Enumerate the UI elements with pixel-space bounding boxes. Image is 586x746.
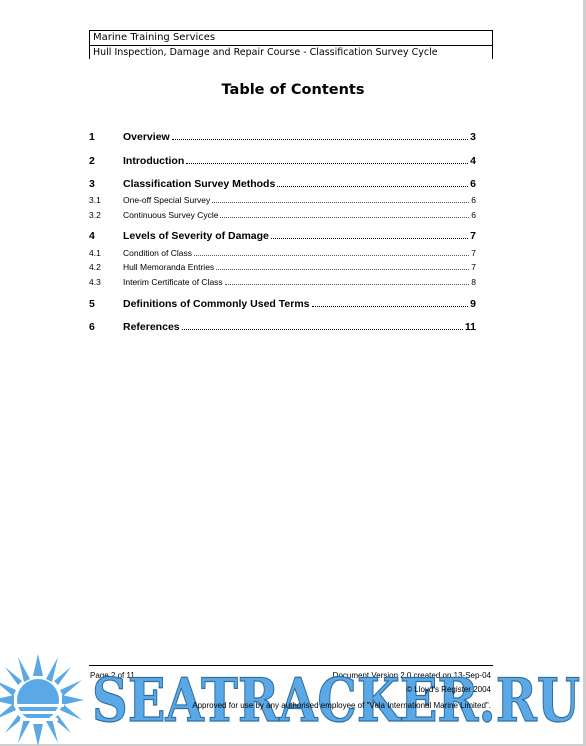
toc-entry-3[interactable] — [89, 178, 476, 190]
toc-entry-number: 3 — [89, 178, 95, 190]
toc-leader-dots — [220, 217, 469, 218]
toc-entry-label: Condition of Class — [123, 248, 192, 258]
toc-entry-page: 11 — [464, 321, 476, 333]
toc-entry-1[interactable] — [89, 131, 476, 143]
toc-entry-number: 3.2 — [89, 210, 101, 220]
toc-leader-dots — [212, 202, 469, 203]
toc-leader-dots — [182, 329, 463, 330]
toc-entry-label: References — [123, 321, 180, 333]
toc-entry-number: 2 — [89, 155, 95, 167]
footer-copyright: © Lloyd's Register 2004 — [406, 685, 491, 694]
toc-entry-label: Classification Survey Methods — [123, 178, 276, 190]
toc-entry-label: Levels of Severity of Damage — [123, 230, 269, 242]
toc-entry-number: 4.1 — [89, 248, 101, 258]
page-header — [89, 30, 493, 59]
toc-entry-number: 4.3 — [89, 277, 101, 287]
footer-approval: Approved for use by any authorised employee of "Vela International Marine Limited". — [192, 701, 491, 710]
sun-icon — [0, 654, 92, 746]
header-course-title: Hull Inspection, Damage and Repair Course - Classification Survey Cycle — [93, 47, 438, 58]
toc-entry-page: 7 — [470, 230, 476, 242]
toc-entry-4-1[interactable] — [89, 248, 476, 258]
toc-entry-page: 9 — [470, 298, 476, 310]
toc-leader-dots — [186, 163, 468, 164]
toc-entry-page: 6 — [471, 210, 476, 220]
footer-page-number: Page 2 of 11 — [90, 671, 135, 680]
toc-entry-number: 1 — [89, 131, 95, 143]
footer-document-version: Document Version 2.0 created on 13-Sep-04 — [332, 671, 491, 680]
toc-entry-page: 6 — [470, 178, 476, 190]
toc-entry-label: Interim Certificate of Class — [123, 277, 223, 287]
toc-entry-5[interactable] — [89, 298, 476, 310]
watermark-text: SEATRACKER.RU — [92, 667, 580, 733]
toc-entry-number: 3.1 — [89, 195, 101, 205]
toc-leader-dots — [225, 284, 470, 285]
toc-entry-label: Hull Memoranda Entries — [123, 262, 215, 272]
toc-entry-number: 4.2 — [89, 262, 101, 272]
header-divider — [90, 45, 492, 46]
toc-entry-page: 7 — [471, 248, 476, 258]
toc-entry-4-3[interactable] — [89, 277, 476, 287]
toc-entry-3-1[interactable] — [89, 195, 476, 205]
toc-entry-page: 3 — [470, 131, 476, 143]
toc-entry-number: 5 — [89, 298, 95, 310]
toc-title: Table of Contents — [221, 82, 365, 98]
seatracker-watermark — [92, 667, 584, 733]
toc-leader-dots — [271, 238, 468, 239]
toc-entry-page: 6 — [471, 195, 476, 205]
toc-leader-dots — [172, 139, 468, 140]
toc-leader-dots — [277, 186, 468, 187]
toc-entry-4-2[interactable] — [89, 262, 476, 272]
toc-entry-2[interactable] — [89, 155, 476, 167]
toc-entry-label: Definitions of Commonly Used Terms — [123, 298, 310, 310]
header-organisation: Marine Training Services — [93, 32, 216, 43]
toc-leader-dots — [312, 306, 469, 307]
toc-leader-dots — [216, 269, 469, 270]
toc-entry-6[interactable] — [89, 321, 476, 333]
toc-entry-3-2[interactable] — [89, 210, 476, 220]
toc-leader-dots — [194, 255, 469, 256]
toc-entry-page: 7 — [471, 262, 476, 272]
toc-entry-label: Introduction — [123, 155, 185, 167]
toc-entry-number: 6 — [89, 321, 95, 333]
toc-entry-number: 4 — [89, 230, 95, 242]
toc-entry-label: Overview — [123, 131, 170, 143]
toc-entry-label: Continuous Survey Cycle — [123, 210, 219, 220]
footer-divider — [89, 665, 493, 666]
toc-entry-page: 4 — [470, 155, 476, 167]
toc-entry-page: 8 — [471, 277, 476, 287]
toc-entry-label: One-off Special Survey — [123, 195, 211, 205]
toc-entry-4[interactable] — [89, 230, 476, 242]
